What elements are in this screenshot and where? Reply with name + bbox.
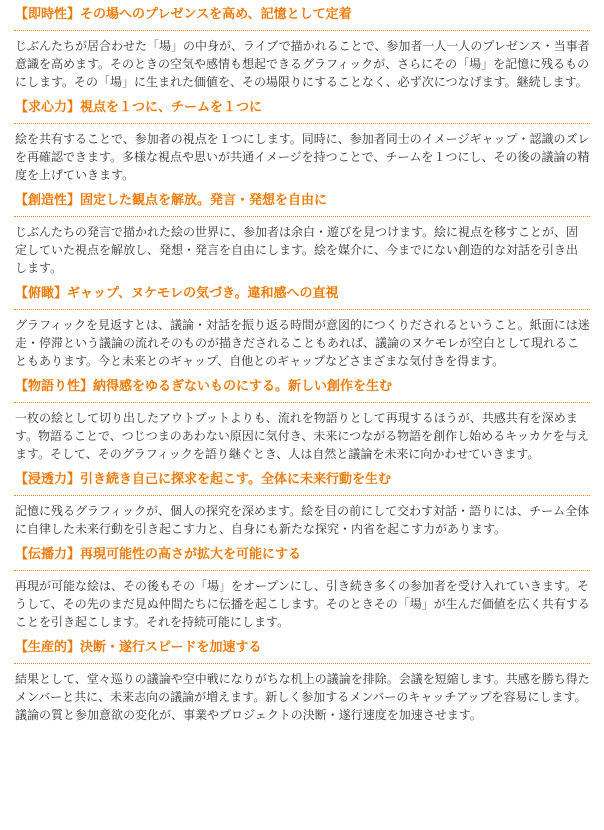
section-title: 【浸透力】引き続き自己に探求を起こす。全体に未来行動を生む <box>14 463 590 496</box>
section-body: 再現が可能な絵は、その後もその「場」をオープンにし、引き続き多くの参加者を受け入れていきます。そうして、その先のまだ見ぬ仲間たちに伝播を起こします。そのときその「場」が生んだ価値を広く共有することを引き起こします。それを持続可能にします。 <box>15 579 590 629</box>
section-title: 【物語り性】納得感をゆるぎないものにする。新しい創作を生む <box>14 370 590 403</box>
section-body: じぶんたちが居合わせた「場」の中身が、ライブで描かれることで、参加者一人一人のプレゼンス・当事者意識を高めます。そのときの空気や感情も想起できるグラフィックが、さらにその「場」を記憶に残るものにします。その「場」に生まれた価値を、その場限りにすることなく、必ず次につなげます。継続します。 <box>15 39 590 89</box>
section-body: 一枚の絵として切り出したアウトプットよりも、流れを物語りとして再現するほうが、共感共有を深めます。物語ることで、つじつまのあわない原因に気付き、未来につながる物語を創作し始めるキッカケを与えます。そして、そのグラフィックを語り継ぐとき、人は自然と議論を未来に向かわせていきます。 <box>15 411 589 461</box>
section-title: 【伝播力】再現可能性の高さが拡大を可能にする <box>14 538 590 571</box>
section-propagation <box>14 538 590 631</box>
section-body: グラフィックを見返すとは、議論・対話を振り返る時間が意図的につくりだされるということ。紙面には迷走・停滞という議論の流れそのものが描きだされることもあれば、議論のヌケモレが空白として現れることもあります。今と未来とのギャップ、自他とのギャップなどさまざまな気付きを得ます。 <box>15 318 590 368</box>
section-immediacy <box>14 0 590 91</box>
section-body: 記憶に残るグラフィックが、個人の探究を深めます。絵を目の前にして交わす対話・語りには、チーム全体に自律した未来行動を引き起こす力と、自身にも新たな探究・内省を起こす力があります。 <box>15 504 590 536</box>
section-penetration <box>14 463 590 538</box>
section-storytelling <box>14 370 590 463</box>
section-title: 【求心力】視点を１つに、チームを１つに <box>14 91 590 124</box>
section-title: 【即時性】その場へのプレゼンスを高め、記憶として定着 <box>14 0 590 31</box>
section-centripetal <box>14 91 590 184</box>
section-body: 結果として、堂々巡りの議論や空中戦になりがちな机上の議論を排除。会議を短縮します。共感を勝ち得たメンバーと共に、未来志向の議論が増えます。新しく参加するメンバーのキャッチアップを容易にします。議論の質と参加意欲の変化が、事業やプロジェクトの決断・遂行速度を加速させます。 <box>15 672 590 722</box>
section-body: じぶんたちの発言で描かれた絵の世界に、参加者は余白・遊びを見つけます。絵に視点を移すことが、固定していた視点を解放し、発想・発言を自由にします。絵を媒介に、今までにない創造的な対話を引き出します。 <box>15 225 579 275</box>
section-productivity <box>14 631 590 724</box>
section-body: 絵を共有することで、参加者の視点を１つにします。同時に、参加者同士のイメージギャップ・認識のズレを再確認できます。多様な視点や思いが共通イメージを持つことで、チームを１つにし、その後の議論の精度を上げていきます。 <box>15 132 590 182</box>
section-title: 【生産的】決断・遂行スピードを加速する <box>14 631 590 664</box>
section-title: 【俯瞰】ギャップ、ヌケモレの気づき。違和感への直視 <box>14 277 590 310</box>
section-title: 【創造性】固定した観点を解放。発言・発想を自由に <box>14 184 590 217</box>
section-overview <box>14 277 590 370</box>
section-creativity <box>14 184 590 277</box>
